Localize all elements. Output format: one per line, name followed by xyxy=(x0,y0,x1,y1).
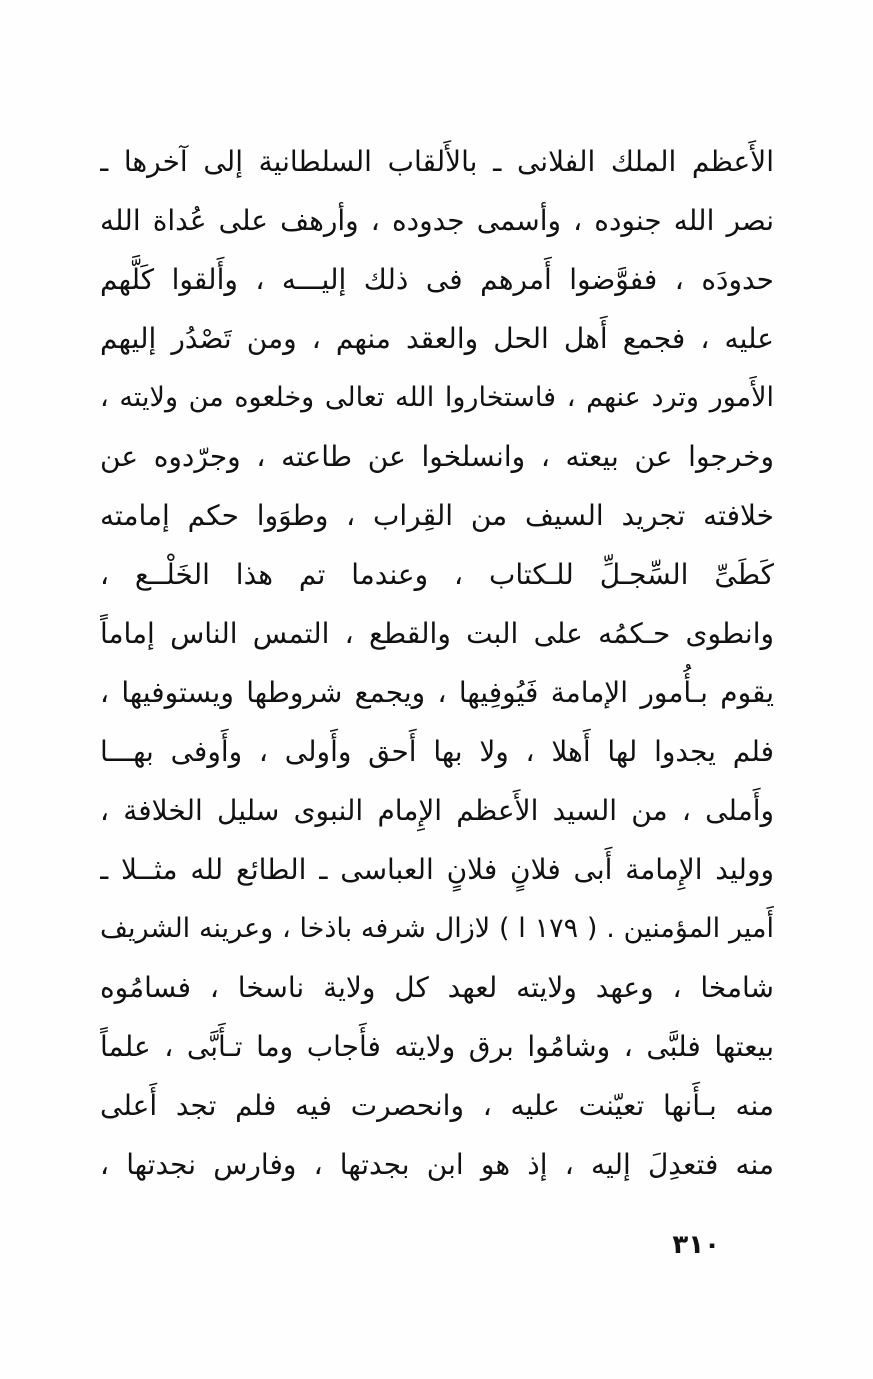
text-line-7: خلافته تجريد السيف من القِراب ، وطوَوا حكم إمامته xyxy=(100,499,774,532)
text-line-8: كَطَىِّ السِّجـلِّ للـكتاب ، وعندما تم هذا الخَلْــع ، xyxy=(100,558,774,591)
text-line-15: شامخا ، وعهد ولايته لعهد كل ولاية ناسخا ، فسامُوه xyxy=(100,971,774,1004)
text-line-9: وانطوى حـكمُه على البت والقطع ، التمس الناس إماماً xyxy=(100,617,774,650)
text-line-12: وأَملى ، من السيد الأَعظم الإِمام النبوى سليل الخلافة ، xyxy=(100,794,774,827)
text-line-16: بيعتها فلبَّى ، وشامُوا برق ولايته فأَجاب وما تـأَبَّى ، علماً xyxy=(100,1030,774,1063)
page-number: ٣١٠ xyxy=(672,1230,720,1260)
text-line-2: نصر الله جنوده ، وأسمى جدوده ، وأرهف على عُداة الله xyxy=(100,204,774,237)
text-line-1: الأَعظم الملك الفلانى ـ بالأَلقاب السلطانية إلى آخرها ـ xyxy=(100,145,774,178)
body-text xyxy=(100,132,774,1194)
text-line-13: ووليد الإِمامة أَبى فلانٍ فلانٍ العباسى ـ الطائع لله مثــلا ـ xyxy=(100,853,774,886)
text-line-6: وخرجوا عن بيعته ، وانسلخوا عن طاعته ، وجرّدوه عن xyxy=(100,440,774,473)
text-line-17: منه بـأَنها تعيّنت عليه ، وانحصرت فيه فلم تجد أَعلى xyxy=(100,1089,774,1122)
text-line-3: حدودَه ، ففوَّضوا أَمرهم فى ذلك إليـــه ، وأَلقوا كَلَّهم xyxy=(100,263,774,296)
text-line-5: الأَمور وترد عنهم ، فاستخاروا الله تعالى وخلعوه من ولايته ، xyxy=(100,382,774,413)
text-line-14: أَمير المؤمنين . ( ١٧٩ ا ) لازال شرفه باذخا ، وعرينه الشريف xyxy=(100,913,774,944)
text-line-10: يقوم بـأُمور الإمامة فَيُوفِيها ، ويجمع شروطها ويستوفيها ، xyxy=(100,676,774,709)
text-line-18: منه فتعدِلَ إليه ، إذ هو ابن بجدتها ، وفارس نجدتها ، xyxy=(100,1148,774,1181)
text-line-11: فلم يجدوا لها أَهلا ، ولا بها أَحق وأَولى ، وأَوفى بهـــا xyxy=(100,735,774,768)
text-line-4: عليه ، فجمع أَهل الحل والعقد منهم ، ومن تَصْدُر إليهم xyxy=(100,322,774,355)
